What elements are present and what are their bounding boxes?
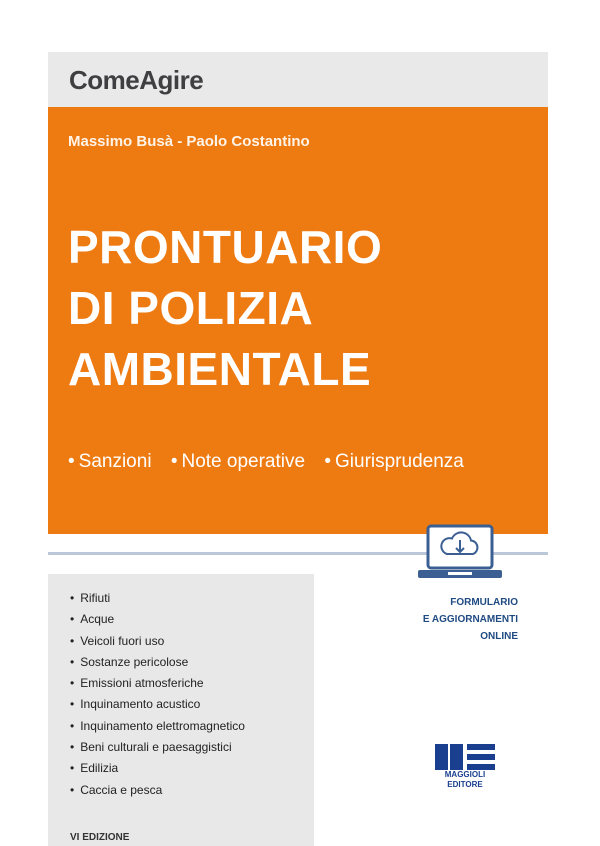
topics-panel bbox=[48, 574, 314, 846]
title-line: AMBIENTALE bbox=[68, 343, 372, 395]
list-item: • Sostanze pericolose bbox=[70, 652, 245, 673]
list-item: • Inquinamento acustico bbox=[70, 694, 245, 715]
list-item: • Emissioni atmosferiche bbox=[70, 673, 245, 694]
online-line: FORMULARIO bbox=[450, 597, 518, 608]
online-resources-label bbox=[398, 594, 518, 645]
list-item: • Rifiuti bbox=[70, 588, 245, 609]
features-list bbox=[68, 451, 478, 473]
publisher-line: MAGGIOLI bbox=[444, 770, 486, 779]
title-line: PRONTUARIO bbox=[68, 221, 383, 273]
book-cover bbox=[48, 52, 548, 846]
cloud-download-laptop-icon bbox=[418, 524, 502, 584]
series-name: ComeAgire bbox=[69, 65, 204, 95]
edition-label: VI EDIZIONE bbox=[70, 832, 130, 843]
feature-item: • Note operative bbox=[171, 451, 305, 472]
feature-item: • Giurisprudenza bbox=[324, 451, 464, 472]
list-item: • Edilizia bbox=[70, 758, 245, 779]
online-line: E AGGIORNAMENTI bbox=[422, 614, 518, 625]
topics-list bbox=[70, 588, 245, 801]
list-item: • Acque bbox=[70, 609, 245, 630]
online-line: ONLINE bbox=[480, 631, 518, 642]
authors: Massimo Busà - Paolo Costantino bbox=[68, 133, 310, 150]
list-item: • Beni culturali e paesaggistici bbox=[70, 737, 245, 758]
title-block bbox=[48, 107, 548, 534]
list-item: • Veicoli fuori uso bbox=[70, 631, 245, 652]
publisher-name bbox=[432, 770, 498, 790]
list-item: • Inquinamento elettromagnetico bbox=[70, 716, 245, 737]
list-item: • Caccia e pesca bbox=[70, 780, 245, 801]
title-line: DI POLIZIA bbox=[68, 282, 314, 334]
series-band bbox=[48, 52, 548, 107]
book-title bbox=[68, 217, 382, 400]
publisher-line: EDITORE bbox=[447, 780, 483, 789]
feature-item: • Sanzioni bbox=[68, 451, 152, 472]
